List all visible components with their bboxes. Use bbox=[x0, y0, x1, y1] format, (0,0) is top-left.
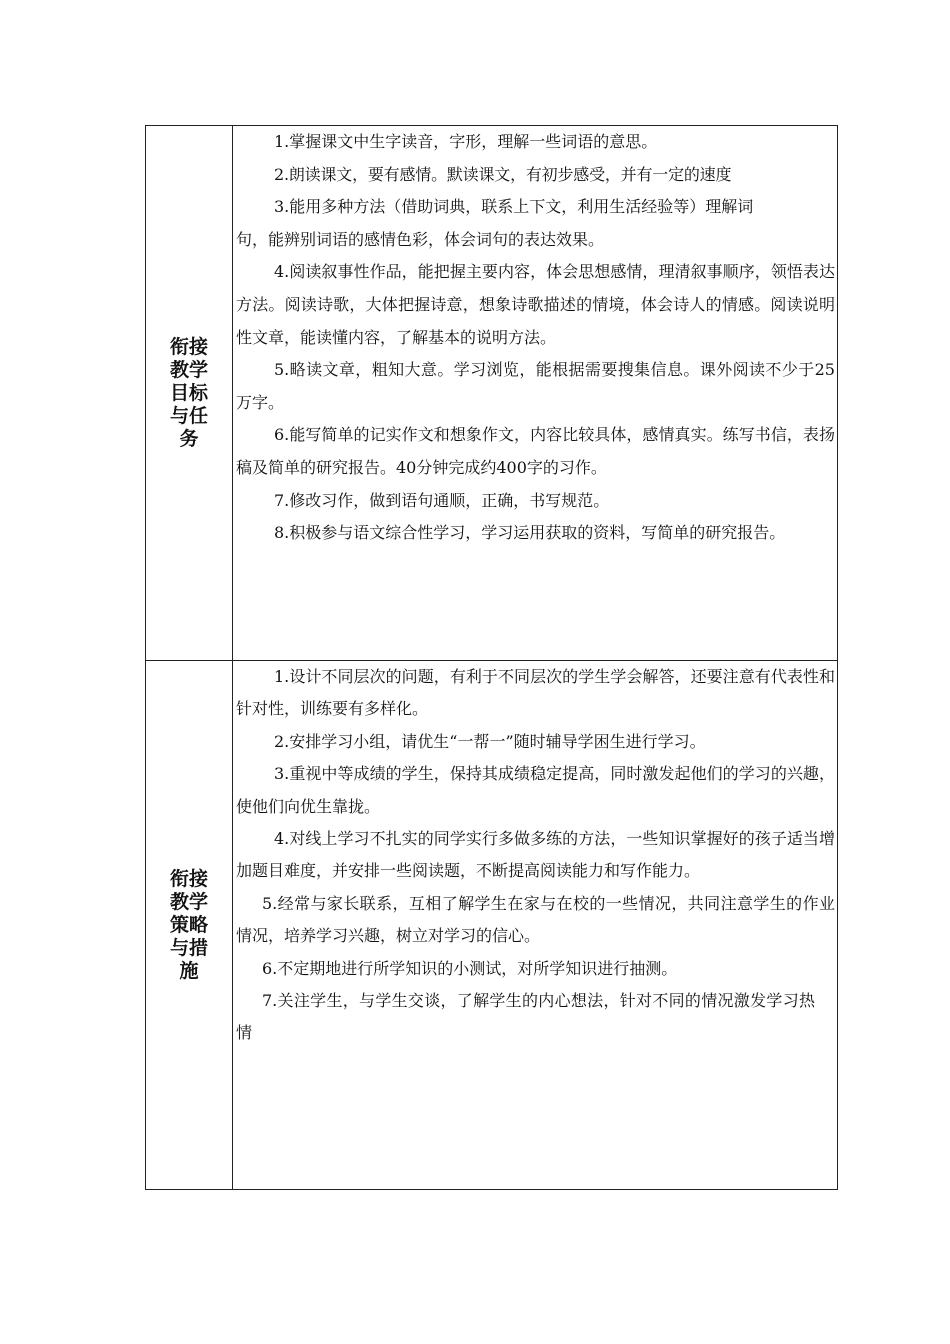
goal-item: 8.积极参与语文综合性学习，学习运用获取的资料，写简单的研究报告。 bbox=[274, 523, 786, 543]
table-row-strategies bbox=[146, 661, 838, 1190]
goals-label: 衔接教学目标与任务 bbox=[169, 335, 208, 450]
strategies-content-cell bbox=[233, 661, 838, 1190]
strategy-item: 7.关注学生，与学生交谈，了解学生的内心想法，针对不同的情况激发学习热情 bbox=[236, 991, 815, 1043]
goal-item: 5.略读文章，粗知大意。学习浏览，能根据需要搜集信息。课外阅读不少于25万字。 bbox=[236, 360, 835, 412]
goal-item: 7.修改习作，做到语句通顺，正确，书写规范。 bbox=[274, 490, 610, 510]
teaching-plan-table bbox=[145, 125, 838, 1190]
strategy-item: 2.安排学习小组，请优生“一帮一”随时辅导学困生进行学习。 bbox=[274, 731, 706, 751]
goal-item: 6.能写简单的记实作文和想象作文，内容比较具体，感情真实。练写书信，表扬稿及简单的研究报告。40分钟完成约400字的习作。 bbox=[236, 425, 835, 477]
strategy-item: 5.经常与家长联系，互相了解学生在家与在校的一些情况，共同注意学生的作业情况，培养学习兴趣，树立对学习的信心。 bbox=[236, 893, 835, 946]
table-row-goals bbox=[146, 126, 838, 661]
goal-item: 3.能用多种方法（借助词典，联系上下文，利用生活经验等）理解词 bbox=[274, 197, 754, 217]
goal-item: 1.掌握课文中生字读音，字形，理解一些词语的意思。 bbox=[274, 132, 658, 151]
goal-item: 2.朗读课文，要有感情。默读课文，有初步感受，并有一定的速度 bbox=[274, 164, 732, 184]
strategies-label-cell bbox=[146, 661, 233, 1190]
goals-content-cell bbox=[233, 126, 838, 661]
strategy-item: 1.设计不同层次的问题，有利于不同层次的学生学会解答，还要注意有代表性和针对性，训练要有多样化。 bbox=[236, 667, 835, 719]
strategies-label: 衔接教学策略与措施 bbox=[169, 867, 208, 982]
strategy-item: 3.重视中等成绩的学生，保持其成绩稳定提高，同时激发起他们的学习的兴趣，使他们向优生靠拢。 bbox=[236, 764, 835, 816]
strategy-item: 6.不定期地进行所学知识的小测试，对所学知识进行抽测。 bbox=[262, 958, 678, 978]
goals-label-cell bbox=[146, 126, 233, 661]
strategy-item: 4.对线上学习不扎实的同学实行多做多练的方法，一些知识掌握好的孩子适当增加题目难度，并安排一些阅读题，不断提高阅读能力和写作能力。 bbox=[236, 829, 835, 881]
goal-item: 句，能辨别词语的感情色彩，体会词句的表达效果。 bbox=[236, 229, 605, 249]
goal-item: 4.阅读叙事性作品，能把握主要内容，体会思想感情，理清叙事顺序，领悟表达方法。阅读诗歌，大体把握诗意，想象诗歌描述的情境，体会诗人的情感。阅读说明性文章，能读懂内容，了解基本的说明方法。 bbox=[236, 262, 835, 347]
